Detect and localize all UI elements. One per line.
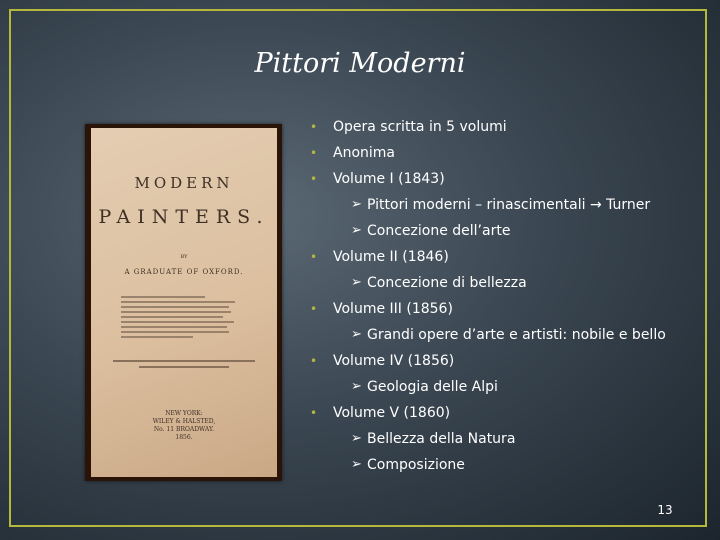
sub-bullet-item: ➢ Geologia delle Alpi (310, 374, 710, 400)
arrow-bullet-icon: ➢ (351, 379, 362, 394)
book-publisher-address: No. 11 BROADWAY. (153, 426, 215, 433)
book-edition-note (109, 360, 259, 372)
book-page (91, 128, 277, 477)
bullet-item: • Volume V (1860) (310, 400, 710, 426)
bullet-item: • Volume II (1846) (310, 244, 710, 270)
book-title-line2: PAINTERS. (98, 206, 270, 228)
sub-bullet-item: ➢ Pittori moderni – rinascimentali → Turner (310, 192, 710, 218)
book-publisher-block (91, 410, 277, 442)
slide-title: Pittori Moderni (254, 48, 466, 79)
arrow-bullet-icon: ➢ (351, 223, 362, 238)
book-year: 1856. (175, 434, 193, 441)
bullet-item: • Opera scritta in 5 volumi (310, 114, 710, 140)
arrow-bullet-icon: ➢ (351, 457, 362, 472)
sub-bullet-item: ➢ Grandi opere d’arte e artisti: nobile e bello (310, 322, 710, 348)
sub-bullet-item: ➢ Composizione (310, 452, 710, 478)
bullet-item: • Volume IV (1856) (310, 348, 710, 374)
book-author: A GRADUATE OF OXFORD. (124, 268, 244, 276)
sub-bullet-item: ➢ Concezione dell’arte (310, 218, 710, 244)
sub-bullet-item: ➢ Concezione di bellezza (310, 270, 710, 296)
sub-bullet-item: ➢ Bellezza della Natura (310, 426, 710, 452)
book-publisher-city: NEW YORK: (165, 410, 203, 417)
arrow-bullet-icon: ➢ (351, 327, 362, 342)
page-number: 13 (657, 503, 673, 517)
bullet-item: • Volume III (1856) (310, 296, 710, 322)
bullet-item: • Anonima (310, 140, 710, 166)
arrow-bullet-icon: ➢ (351, 197, 362, 212)
book-title-line1: MODERN (134, 174, 234, 192)
arrow-bullet-icon: ➢ (351, 431, 362, 446)
book-epigraph (121, 296, 241, 341)
bullet-list (310, 114, 710, 478)
arrow-bullet-icon: ➢ (351, 275, 362, 290)
book-publisher: WILEY & HALSTED, (152, 418, 216, 425)
book-by: BY (180, 254, 188, 260)
book-title-page-image (85, 124, 282, 481)
bullet-item: • Volume I (1843) (310, 166, 710, 192)
